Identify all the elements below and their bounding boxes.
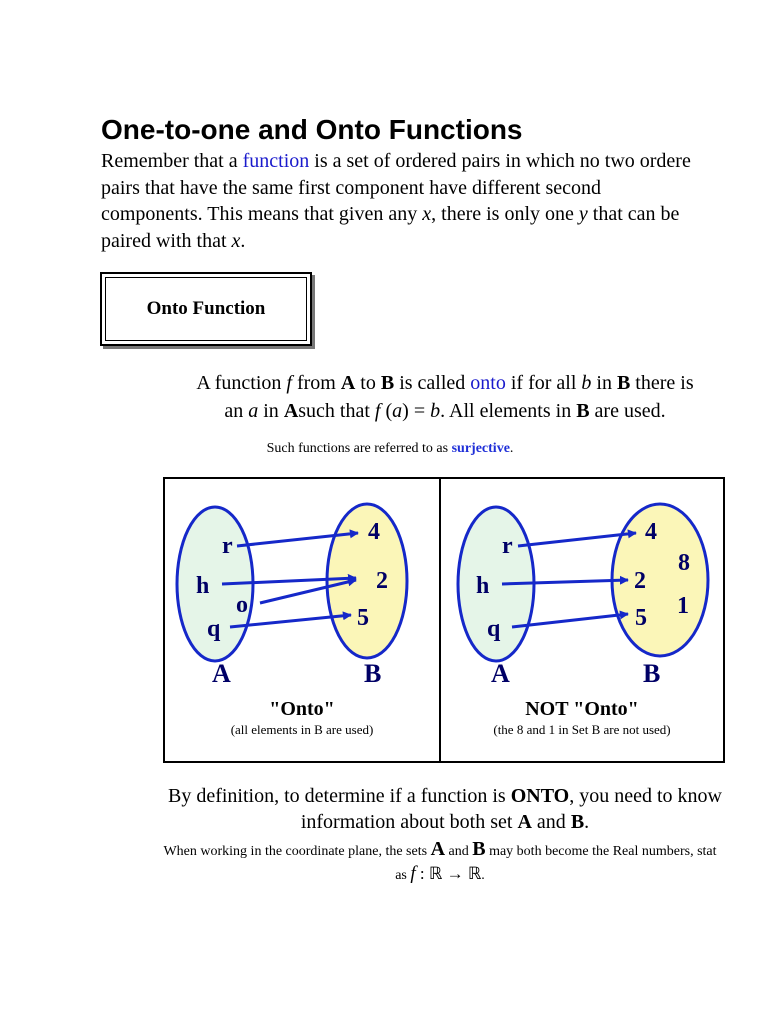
intro-text: Remember that a bbox=[101, 150, 243, 172]
coordinate-text: and bbox=[445, 844, 473, 859]
onto-emphasis: ONTO bbox=[510, 785, 570, 807]
var-b: b bbox=[430, 400, 441, 422]
by-definition-line-1 bbox=[100, 783, 768, 809]
element-r-left: r bbox=[222, 533, 233, 559]
function-link[interactable]: function bbox=[242, 150, 310, 172]
element-o-left: o bbox=[236, 592, 248, 618]
var-f: f bbox=[374, 400, 381, 422]
definition-text: is called bbox=[394, 372, 471, 394]
onto-function-label: Onto Function bbox=[146, 298, 266, 319]
element-5-left: 5 bbox=[357, 605, 369, 631]
intro-text: that can be bbox=[587, 203, 680, 225]
not-onto-subcaption: (the 8 and 1 in Set B are not used) bbox=[493, 722, 671, 737]
var-y: y bbox=[578, 203, 588, 225]
coordinate-text: When working in the coordinate plane, the sets bbox=[163, 844, 431, 859]
definition-text: in bbox=[591, 372, 617, 394]
set-b-label: B bbox=[616, 372, 631, 394]
intro-text: is a set of ordered pairs in which no two ordere bbox=[309, 150, 691, 172]
set-b-label: B bbox=[380, 372, 395, 394]
formula-f: f bbox=[410, 863, 416, 884]
coordinate-plane-note bbox=[90, 838, 768, 887]
set-b-label: B bbox=[472, 838, 486, 860]
intro-text: pairs that have the same first component have different second bbox=[101, 176, 602, 199]
by-definition-text: By definition, to determine if a function is bbox=[167, 785, 511, 807]
definition-text: such that bbox=[298, 400, 375, 422]
definition-text: ( bbox=[380, 400, 393, 422]
var-x: x bbox=[231, 229, 241, 252]
set-b-label: B bbox=[576, 400, 590, 422]
definition-text: . All elements in bbox=[440, 400, 577, 422]
set-a-name-left: A bbox=[212, 659, 231, 688]
by-definition-text: and bbox=[531, 811, 571, 833]
not-onto-caption: NOT "Onto" bbox=[525, 698, 639, 720]
by-definition-paragraph bbox=[100, 783, 768, 835]
by-definition-text: information about both set bbox=[300, 811, 518, 833]
var-b: b bbox=[581, 372, 592, 394]
onto-subcaption: (all elements in B are used) bbox=[230, 722, 374, 737]
left-panel-caption bbox=[165, 697, 439, 739]
var-a: a bbox=[392, 400, 403, 422]
element-4-left: 4 bbox=[368, 519, 380, 545]
intro-text: . bbox=[240, 229, 246, 252]
intro-text: components. This means that given any bbox=[101, 203, 423, 225]
surjective-text: . bbox=[509, 441, 514, 456]
element-2-left: 2 bbox=[376, 568, 388, 594]
set-a-label: A bbox=[430, 838, 446, 860]
definition-text: from bbox=[291, 372, 341, 394]
element-q-left: q bbox=[207, 616, 221, 642]
element-5-right: 5 bbox=[635, 605, 647, 631]
set-b-name-right: B bbox=[643, 659, 661, 688]
definition-text: if for all bbox=[505, 372, 582, 394]
element-h-right: h bbox=[476, 573, 490, 599]
element-q-right: q bbox=[487, 616, 501, 642]
definition-text: in bbox=[258, 400, 284, 422]
set-b-ellipse-left bbox=[327, 504, 407, 658]
definition-text: an bbox=[224, 400, 249, 422]
coordinate-text: . bbox=[481, 868, 485, 883]
page-title: One-to-one and Onto Functions bbox=[101, 114, 523, 145]
set-a-label: A bbox=[340, 372, 356, 394]
coordinate-text: as bbox=[395, 868, 411, 883]
definition-text: to bbox=[355, 372, 381, 394]
onto-term: onto bbox=[470, 372, 506, 394]
surjective-term: surjective bbox=[451, 441, 510, 456]
element-2-right: 2 bbox=[634, 568, 646, 594]
intro-text: , there is only one bbox=[431, 203, 579, 225]
definition-text: there is bbox=[630, 372, 694, 394]
element-4-right: 4 bbox=[645, 519, 657, 545]
definition-text: A function bbox=[196, 372, 287, 394]
definition-text: are used. bbox=[589, 400, 666, 422]
element-1-right: 1 bbox=[677, 593, 689, 619]
element-r-right: r bbox=[502, 533, 513, 559]
right-panel-caption bbox=[441, 697, 723, 739]
intro-text: paired with that bbox=[101, 229, 232, 252]
by-definition-text: , you need to know bbox=[569, 785, 723, 807]
formula-mapping: : ℝ → ℝ bbox=[415, 864, 482, 883]
definition-text: ) = bbox=[402, 400, 431, 422]
element-h-left: h bbox=[196, 573, 210, 599]
element-8-right: 8 bbox=[678, 550, 690, 576]
set-b-label: B bbox=[570, 811, 585, 833]
var-a: a bbox=[248, 400, 259, 422]
onto-caption: "Onto" bbox=[269, 698, 335, 720]
set-a-name-right: A bbox=[491, 659, 510, 688]
coordinate-line-1 bbox=[90, 838, 768, 863]
set-a-label: A bbox=[517, 811, 532, 833]
by-definition-text: . bbox=[584, 811, 590, 833]
var-x: x bbox=[422, 203, 432, 225]
coordinate-text: may both become the Real numbers, stat bbox=[485, 844, 717, 859]
coordinate-line-2 bbox=[90, 863, 768, 887]
surjective-text: Such functions are referred to as bbox=[266, 441, 452, 456]
set-a-label: A bbox=[283, 400, 299, 422]
by-definition-line-2 bbox=[100, 809, 768, 835]
var-f: f bbox=[286, 372, 292, 394]
set-b-name-left: B bbox=[364, 659, 382, 688]
